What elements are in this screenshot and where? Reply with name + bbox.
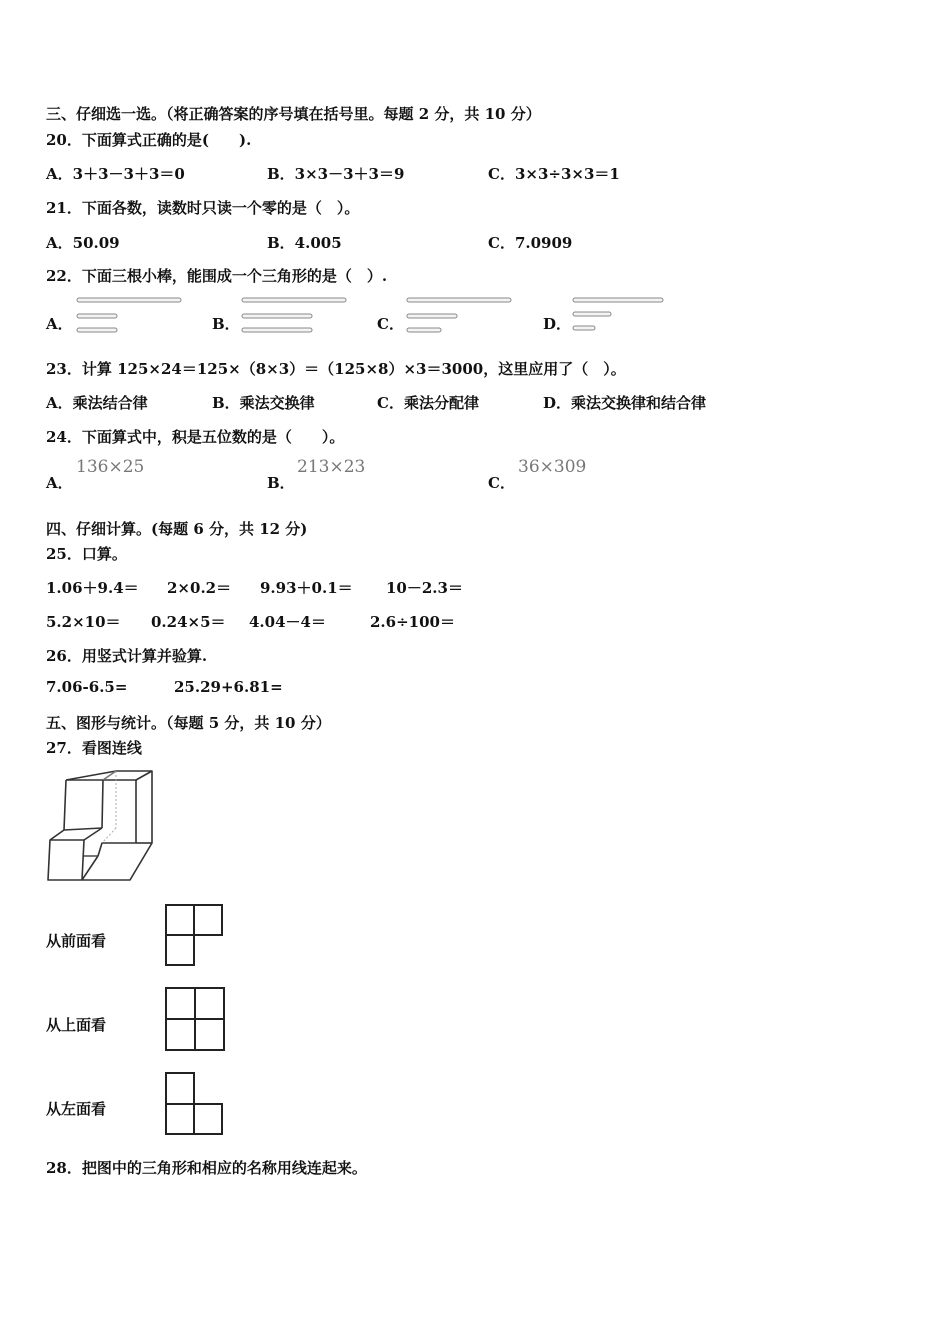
q21-option-b: B．4.005 — [267, 234, 342, 252]
q25-stem: 25．口算。 — [46, 545, 127, 563]
q24-stem: 24．下面算式中，积是五位数的是（ ）。 — [46, 428, 345, 446]
q24-expression-a: 136×25 — [76, 457, 145, 477]
q23-stem: 23．计算 125×24＝125×（8×3）＝（125×8）×3＝3000，这里应用了（ ）。 — [46, 360, 626, 378]
q25-item: 10－2.3＝ — [386, 579, 463, 597]
q25-item: 2×0.2＝ — [167, 579, 232, 597]
q22-option-d: D． — [543, 315, 572, 333]
view-label-top: 从上面看 — [46, 1016, 107, 1034]
q20-stem: 20．下面算式正确的是( ). — [46, 131, 252, 149]
q25-item: 0.24×5＝ — [151, 613, 226, 631]
q24-option-c: C． — [488, 474, 515, 492]
q20-option-c: C．3×3÷3×3＝1 — [488, 165, 620, 183]
q27-stem: 27．看图连线 — [46, 739, 142, 757]
q22-sticks-d — [572, 296, 682, 336]
q22-stem: 22．下面三根小棒，能围成一个三角形的是（ ）. — [46, 267, 388, 285]
q28-stem: 28．把图中的三角形和相应的名称用线连起来。 — [46, 1159, 367, 1177]
q22-sticks-b — [241, 296, 351, 336]
view-top-grid — [164, 986, 228, 1054]
q25-item: 2.6÷100＝ — [370, 613, 455, 631]
q24-expression-c: 36×309 — [518, 457, 587, 477]
view-label-front: 从前面看 — [46, 932, 107, 950]
view-front-grid — [164, 903, 226, 969]
q22-sticks-c — [406, 296, 516, 336]
q20-option-b: B．3×3－3＋3＝9 — [267, 165, 405, 183]
q21-option-c: C．7.0909 — [488, 234, 573, 252]
section-3-heading: 三、仔细选一选。（将正确答案的序号填在括号里。每题 2 分，共 10 分） — [46, 105, 541, 123]
q26-stem: 26．用竖式计算并验算. — [46, 647, 208, 665]
q25-item: 9.93＋0.1＝ — [260, 579, 353, 597]
section-4-heading: 四、仔细计算。(每题 6 分，共 12 分) — [46, 520, 308, 538]
q23-option-d: D．乘法交换律和结合律 — [543, 394, 707, 412]
section-5-heading: 五、图形与统计。（每题 5 分，共 10 分） — [46, 714, 331, 732]
q22-option-b: B． — [212, 315, 240, 333]
q22-option-c: C． — [377, 315, 404, 333]
q24-expression-b: 213×23 — [297, 457, 366, 477]
view-left-grid — [164, 1071, 226, 1137]
q26-item: 7.06-6.5= — [46, 678, 128, 696]
q27-solid-figure — [44, 768, 164, 888]
q21-option-a: A．50.09 — [46, 234, 120, 252]
q25-item: 1.06＋9.4＝ — [46, 579, 139, 597]
q23-option-a: A．乘法结合律 — [46, 394, 148, 412]
q22-sticks-a — [76, 296, 186, 336]
q25-item: 5.2×10＝ — [46, 613, 121, 631]
q22-option-a: A． — [46, 315, 73, 333]
q21-stem: 21．下面各数，读数时只读一个零的是（ ）。 — [46, 199, 360, 217]
view-label-left: 从左面看 — [46, 1100, 107, 1118]
q24-option-a: A． — [46, 474, 73, 492]
q20-option-a: A．3＋3－3＋3＝0 — [46, 165, 185, 183]
q24-option-b: B． — [267, 474, 295, 492]
q23-option-c: C．乘法分配律 — [377, 394, 479, 412]
q23-option-b: B．乘法交换律 — [212, 394, 315, 412]
q26-item: 25.29+6.81= — [174, 678, 283, 696]
q25-item: 4.04－4＝ — [249, 613, 326, 631]
